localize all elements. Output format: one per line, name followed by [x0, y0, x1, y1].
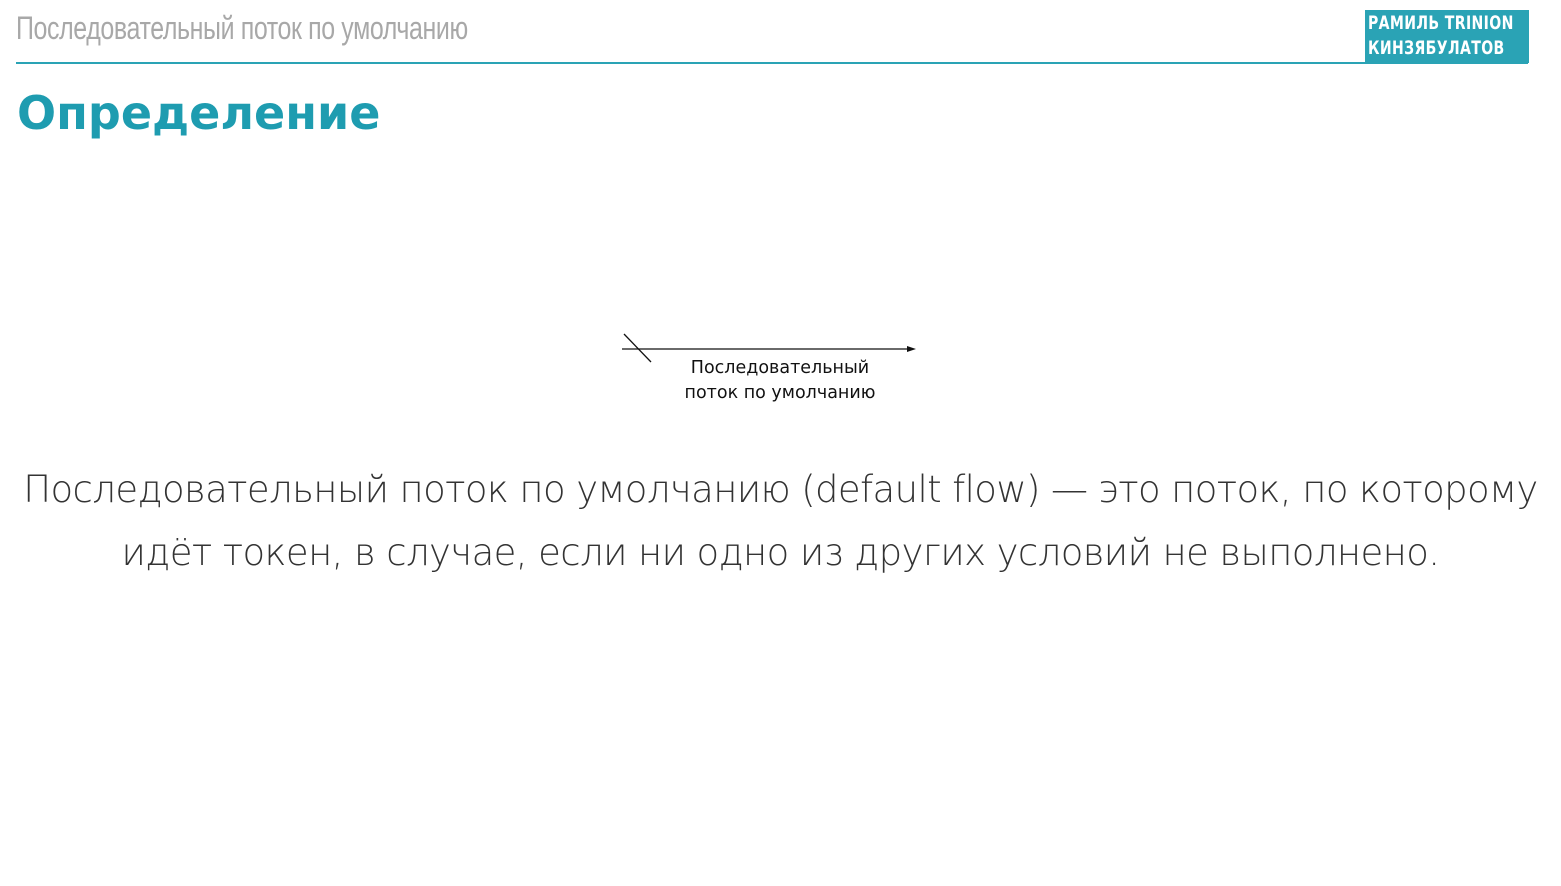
diagram-label: [658, 356, 902, 406]
default-slash-marker: [624, 334, 651, 362]
default-flow-diagram: [618, 328, 928, 418]
logo-line-1: РАМИЛЬ TRINION: [1367, 12, 1514, 34]
definition-text: Последовательный поток по умолчанию (default flow) — это поток, по которому идёт токен, в случае, если ни одно из других условий не выполнено.: [23, 468, 1538, 574]
logo-line-2: КИНЗЯБУЛАТОВ: [1367, 37, 1505, 59]
arrow-head: [907, 346, 916, 352]
logo: [1365, 10, 1529, 63]
section-heading: Определение: [17, 86, 381, 140]
page-header-title: Последовательный поток по умолчанию: [16, 10, 468, 46]
diagram-label-line-1: Последовательный: [690, 358, 870, 378]
diagram-label-line-2: поток по умолчанию: [684, 383, 876, 403]
header-divider: [16, 62, 1528, 64]
